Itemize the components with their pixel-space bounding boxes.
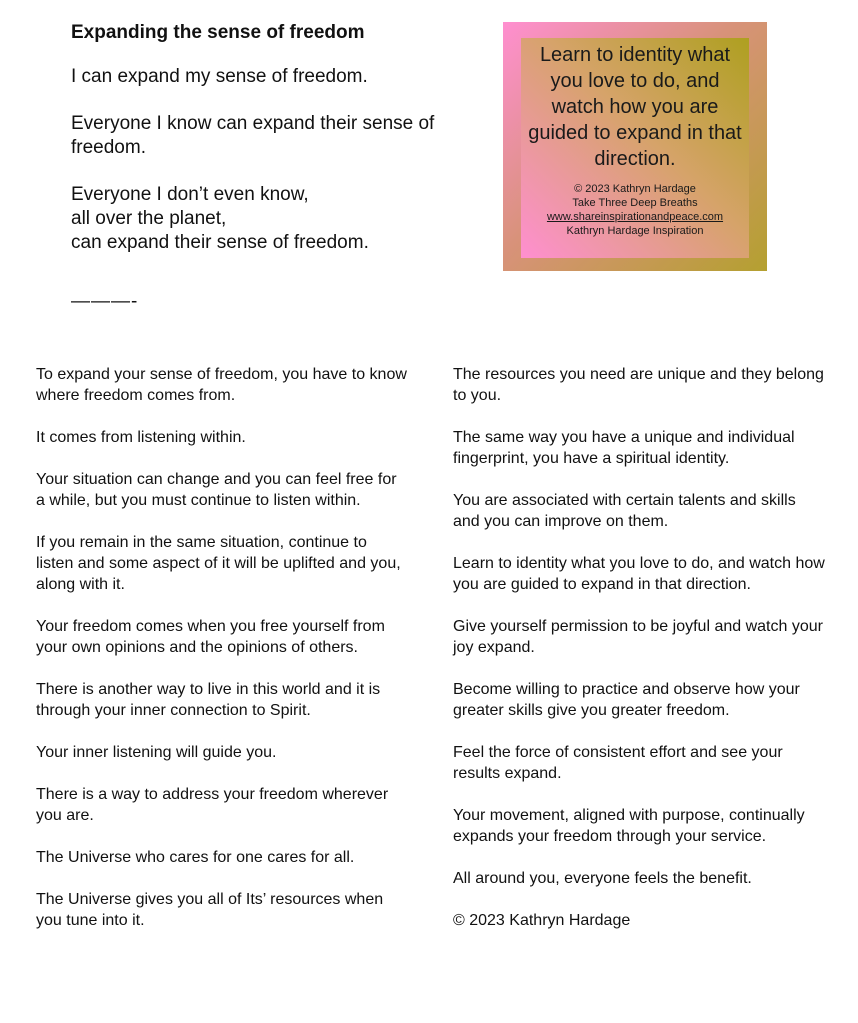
right-column: [453, 364, 825, 952]
section-divider: ———-: [71, 291, 139, 312]
affirmation-known: Everyone I know can expand their sense of freedom.: [71, 113, 435, 158]
quote-brand: Kathryn Hardage Inspiration: [566, 225, 704, 237]
paragraph: Your freedom comes when you free yourself from your own opinions and the opinions of others.: [36, 618, 385, 656]
quote-tagline: Take Three Deep Breaths: [572, 197, 698, 209]
paragraph: There is a way to address your freedom wherever you are.: [36, 786, 389, 824]
paragraph: The Universe who cares for one cares for all.: [36, 849, 355, 866]
quote-website-link[interactable]: www.shareinspirationandpeace.com: [546, 211, 724, 223]
affirmation-planet: [71, 183, 491, 255]
paragraph: The same way you have a unique and individual fingerprint, you have a spiritual identity.: [453, 429, 795, 467]
paragraph: The Universe gives you all of Its’ resources when you tune into it.: [36, 891, 384, 929]
paragraph: Become willing to practice and observe how your greater skills give you greater freedom.: [453, 681, 800, 719]
affirmation-planet-line-3: can expand their sense of freedom.: [71, 232, 369, 253]
left-column: [36, 364, 408, 952]
paragraph: All around you, everyone feels the benefit.: [453, 870, 752, 887]
paragraph: To expand your sense of freedom, you have to know where freedom comes from.: [36, 366, 407, 404]
copyright-footer: © 2023 Kathryn Hardage: [453, 912, 631, 929]
paragraph: You are associated with certain talents and skills and you can improve on them.: [453, 492, 796, 530]
quote-credit: [521, 182, 749, 238]
paragraph: The resources you need are unique and they belong to you.: [453, 366, 824, 404]
paragraph: Your movement, aligned with purpose, continually expands your freedom through your service.: [453, 807, 805, 845]
paragraph: If you remain in the same situation, continue to listen and some aspect of it will be uplifted and you, along with it.: [36, 534, 401, 593]
paragraph: Learn to identity what you love to do, and watch how you are guided to expand in that direction.: [453, 555, 825, 593]
paragraph: Your inner listening will guide you.: [36, 744, 277, 761]
quote-card-inner: [521, 38, 749, 258]
paragraph: It comes from listening within.: [36, 429, 246, 446]
paragraph: Your situation can change and you can feel free for a while, but you must continue to listen within.: [36, 471, 397, 509]
page-title: Expanding the sense of freedom: [71, 22, 365, 43]
quote-text: Learn to identity what you love to do, and watch how you are guided to expand in that direction.: [528, 44, 742, 170]
paragraph: There is another way to live in this world and it is through your inner connection to Spirit.: [36, 681, 381, 719]
quote-card: [503, 22, 767, 271]
intro-section: [71, 22, 491, 313]
affirmation-planet-line-1: Everyone I don’t even know,: [71, 184, 309, 205]
paragraph: Feel the force of consistent effort and see your results expand.: [453, 744, 783, 782]
affirmation-self: I can expand my sense of freedom.: [71, 66, 368, 87]
affirmation-planet-line-2: all over the planet,: [71, 208, 227, 229]
paragraph: Give yourself permission to be joyful and watch your joy expand.: [453, 618, 823, 656]
quote-copyright: © 2023 Kathryn Hardage: [574, 183, 696, 195]
